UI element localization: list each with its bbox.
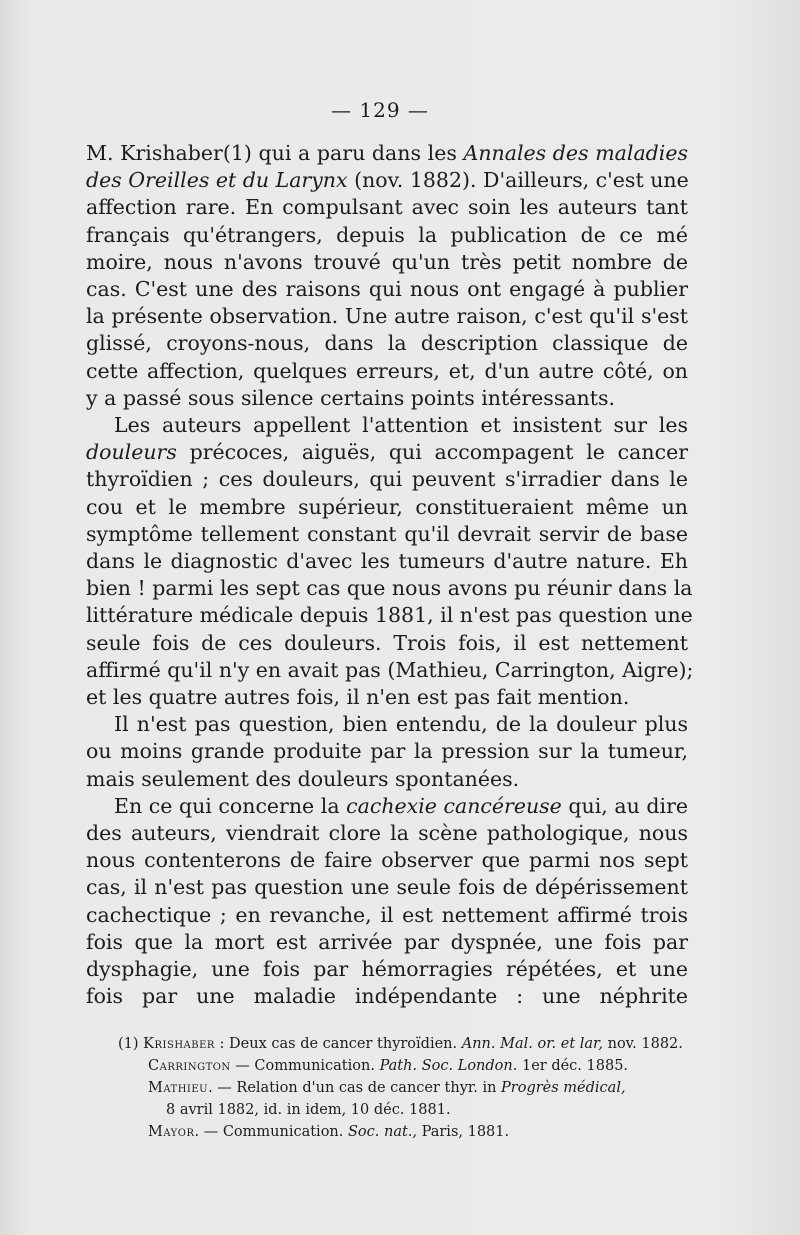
text-run: fois par une maladie indépendante : une néphrite: [86, 984, 688, 1009]
text-run: bien ! parmi les sept cas que nous avons pu réunir dans la: [86, 576, 693, 601]
italic-text: Progrès médical,: [501, 1080, 626, 1096]
text-line: [86, 330, 688, 357]
text-line: [86, 140, 688, 167]
footnote-line: [118, 1121, 708, 1143]
italic-text: des Oreilles et du Larynx: [86, 168, 348, 193]
text-run: : Deux cas de cancer thyroïdien.: [214, 1036, 462, 1052]
text-line: [86, 766, 688, 793]
text-line: [86, 575, 693, 602]
text-line: [86, 521, 688, 548]
text-run: y a passé sous silence certains points intéressants.: [86, 385, 616, 410]
text-run: cas. C'est une des raisons qui nous ont engagé à publier: [86, 277, 688, 302]
text-line: [86, 358, 688, 385]
text-run: littérature médicale depuis 1881, il n'est pas question une: [86, 603, 693, 628]
text-run: (nov. 1882). D'ailleurs, c'est une: [347, 168, 689, 193]
italic-text: cachexie cancéreuse: [346, 793, 562, 818]
text-line: [86, 956, 688, 983]
text-run: . — Relation d'un cas de cancer thyr. in: [208, 1080, 502, 1096]
text-run: fois que la mort est arrivée par dyspnée, une fois par: [86, 929, 688, 954]
text-line: [86, 439, 688, 466]
text-line: [86, 494, 688, 521]
text-run: affection rare. En compulsant avec soin les auteurs tant: [86, 195, 688, 220]
text-run: cou et le membre supérieur, constitueraient même un: [86, 494, 688, 519]
text-line: [86, 684, 688, 711]
text-line: [86, 548, 688, 575]
text-run: nov. 1882.: [603, 1036, 683, 1052]
text-run: ou moins grande produite par la pression sur la tumeur,: [86, 739, 688, 764]
text-run: — Communication.: [230, 1058, 380, 1074]
text-line: [86, 466, 688, 493]
text-line: [86, 738, 688, 765]
text-run: M. Krishaber(1) qui a paru dans les: [86, 141, 464, 165]
text-run: dysphagie, une fois par hémorragies répétées, et une: [86, 957, 688, 982]
author-name: Carrington: [148, 1058, 231, 1074]
text-line: [86, 711, 688, 738]
text-line: [86, 167, 688, 194]
text-run: cas, il n'est pas question une seule fois de dépérissement: [86, 875, 688, 900]
text-line: [86, 276, 688, 303]
author-name: Krishaber: [143, 1036, 215, 1052]
page-number: — 129 —: [331, 98, 429, 122]
text-run: des auteurs, viendrait clore la scène pathologique, nous: [86, 821, 688, 846]
text-run: la présente observation. Une autre raison, c'est qu'il s'est: [86, 304, 688, 329]
text-line: [86, 222, 688, 249]
text-run: cette affection, quelques erreurs, et, d'un autre côté, on: [86, 358, 688, 383]
footnote-line: [118, 1033, 708, 1055]
italic-text: Ann. Mal. or. et lar,: [461, 1036, 603, 1052]
text-run: Paris, 1881.: [417, 1124, 510, 1140]
text-run: et les quatre autres fois, il n'en est pas fait mention.: [86, 685, 630, 710]
text-run: cachectique ; en revanche, il est nettement affirmé trois: [86, 902, 688, 927]
text-run: symptôme tellement constant qu'il devrait servir de base: [86, 521, 688, 546]
text-run: . — Communication.: [194, 1124, 348, 1140]
text-run: thyroïdien ; ces douleurs, qui peuvent s'irradier dans le: [86, 467, 688, 492]
footnote-line: [118, 1099, 708, 1121]
text-line: [86, 249, 688, 276]
italic-text: Path. Soc. London.: [379, 1058, 518, 1074]
text-line: [86, 820, 688, 847]
text-line: [86, 194, 688, 221]
italic-text: douleurs: [86, 440, 177, 465]
author-name: Mathieu: [148, 1080, 209, 1096]
text-line: [86, 630, 688, 657]
italic-text: Soc. nat.,: [347, 1124, 418, 1140]
text-line: [86, 412, 688, 439]
text-line: [86, 303, 688, 330]
text-run: qui, au dire: [561, 793, 689, 818]
text-run: (1): [118, 1036, 144, 1052]
footnote-line: [118, 1055, 708, 1077]
italic-text: Annales des maladies: [463, 141, 689, 165]
text-run: glissé, croyons-nous, dans la description classique de: [86, 331, 688, 356]
text-run: moire, nous n'avons trouvé qu'un très petit nombre de: [86, 249, 688, 274]
text-run: mais seulement des douleurs spontanées.: [86, 766, 520, 791]
text-run: En ce qui concerne la: [114, 793, 347, 818]
text-line: [86, 902, 688, 929]
text-run: Il n'est pas question, bien entendu, de la douleur plus: [114, 712, 688, 737]
text-run: seule fois de ces douleurs. Trois fois, il est nettement: [86, 630, 688, 655]
text-line: [86, 793, 688, 820]
text-line: [86, 983, 688, 1010]
text-run: Les auteurs appellent l'attention et insistent sur les: [114, 413, 688, 438]
footnotes: [118, 1033, 708, 1143]
text-run: nous contenterons de faire observer que parmi nos sept: [86, 848, 688, 873]
text-run: précoces, aiguës, qui accompagent le cancer: [176, 440, 688, 465]
text-run: dans le diagnostic d'avec les tumeurs d'autre nature. Eh: [86, 549, 688, 574]
text-run: 8 avril 1882, id. in idem, 10 déc. 1881.: [166, 1102, 451, 1118]
footnote-line: [118, 1077, 708, 1099]
text-line: [86, 847, 688, 874]
text-run: 1er déc. 1885.: [517, 1058, 629, 1074]
text-line: [86, 929, 688, 956]
text-run: affirmé qu'il n'y en avait pas (Mathieu, Carrington, Aigre);: [86, 657, 694, 682]
author-name: Mayor: [148, 1124, 195, 1140]
text-line: [86, 385, 688, 412]
text-line: [86, 602, 693, 629]
body-text: [86, 140, 694, 1011]
text-line: [86, 657, 694, 684]
text-run: français qu'étrangers, depuis la publication de ce mé: [86, 222, 688, 247]
text-line: [86, 874, 688, 901]
